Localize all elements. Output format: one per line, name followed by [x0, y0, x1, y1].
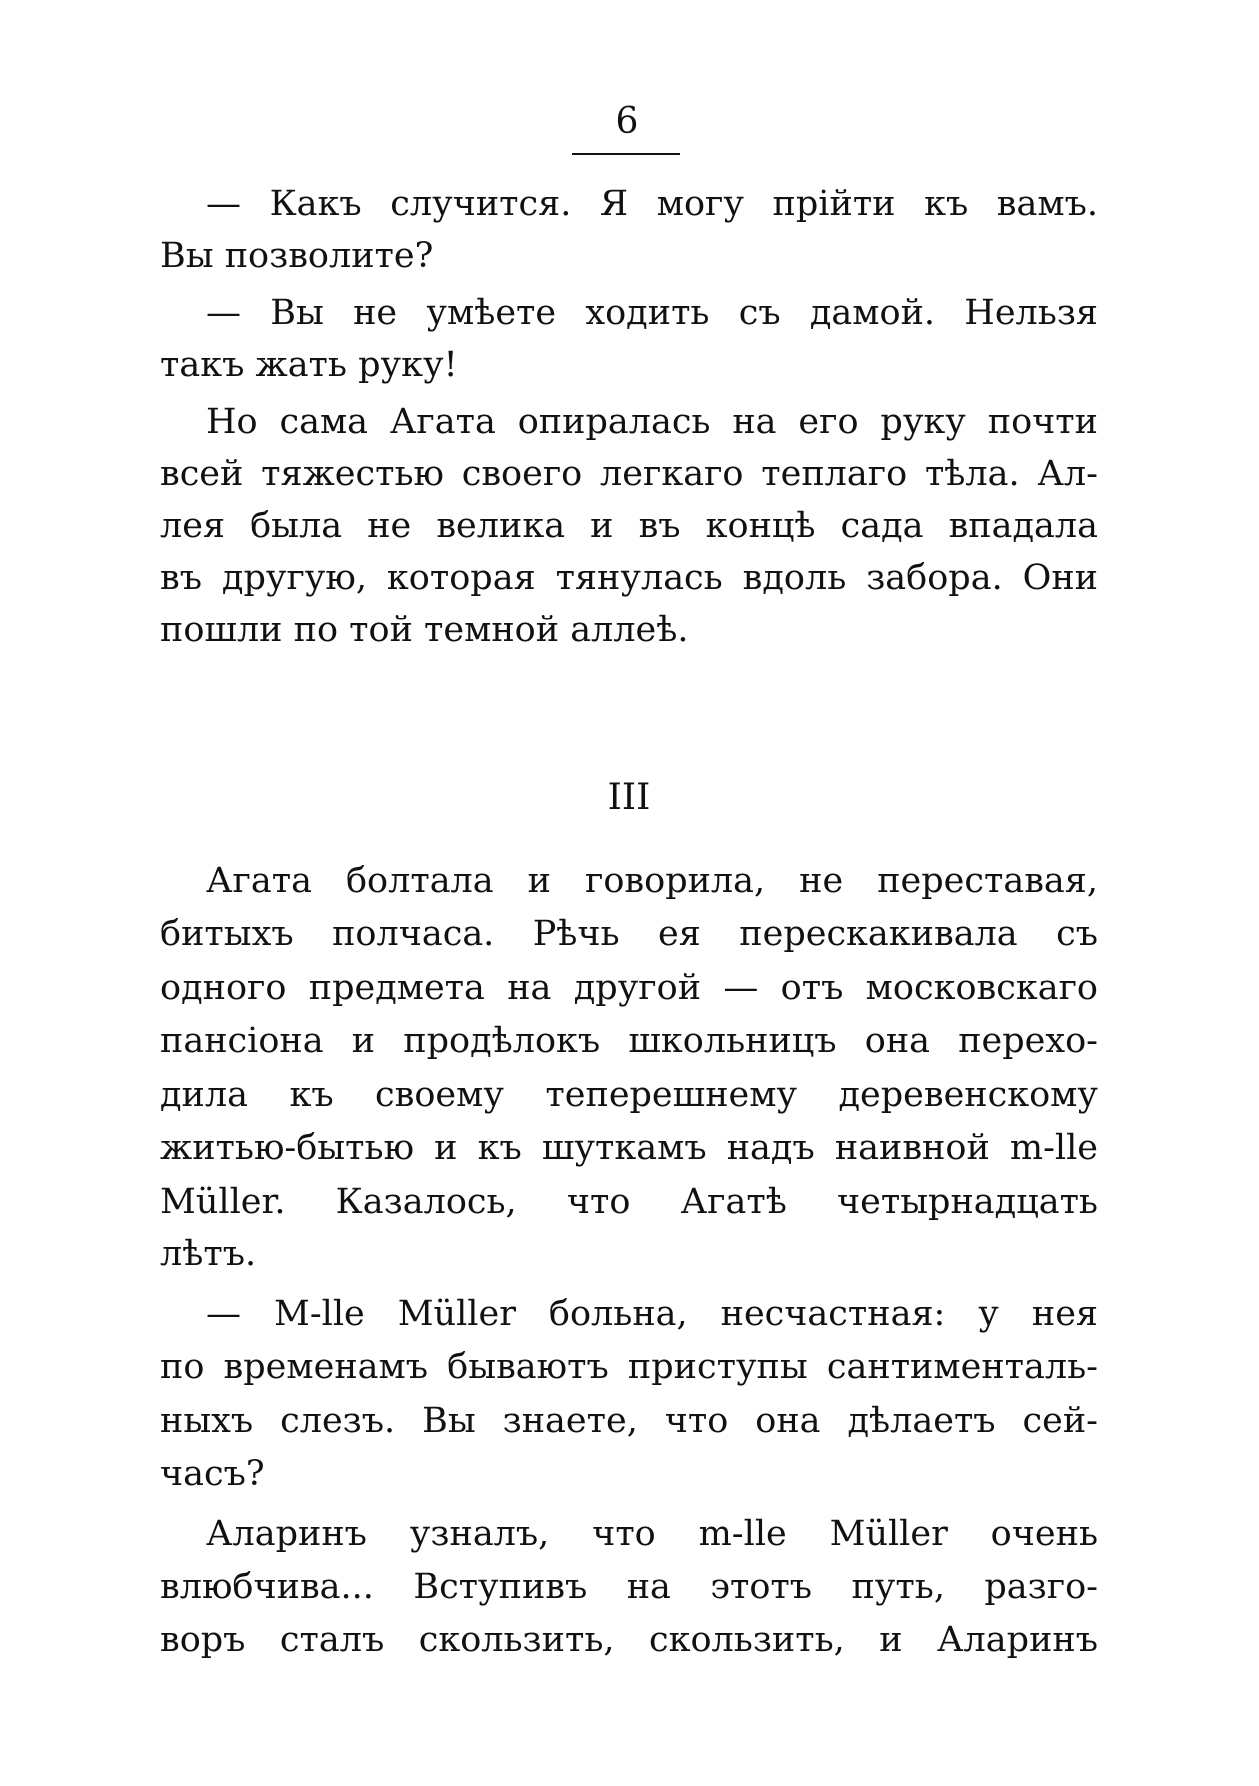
text-line: Müller. Казалось, что Агатѣ четырнадцать [160, 1182, 1098, 1222]
text-line: въ другую, которая тянулась вдоль забора. Они [160, 558, 1098, 598]
text-line: ныхъ слезъ. Вы знаете, что она дѣлаетъ сей- [160, 1401, 1098, 1441]
section-heading: III [607, 777, 651, 818]
text-line: по временамъ бываютъ приступы сантименталь- [160, 1347, 1098, 1387]
text-line: часъ? [160, 1454, 265, 1494]
text-line: всей тяжестью своего легкаго теплаго тѣла. Ал- [160, 454, 1098, 494]
text-line: влюбчива... Вступивъ на этотъ путь, разго- [160, 1567, 1098, 1607]
text-line: битыхъ полчаса. Рѣчь ея перескакивала съ [160, 914, 1098, 954]
page-number-rule [572, 153, 680, 155]
text-line: лѣтъ. [160, 1234, 257, 1274]
text-line: житью-бытью и къ шуткамъ надъ наивной m-lle [160, 1128, 1098, 1168]
text-line: — Какъ случится. Я могу прійти къ вамъ. [206, 184, 1098, 224]
text-line: Агата болтала и говорила, не переставая, [206, 861, 1098, 901]
text-line: — Вы не умѣете ходить съ дамой. Нельзя [206, 293, 1098, 333]
text-line: лея была не велика и въ концѣ сада впадала [160, 506, 1098, 546]
text-line: воръ сталъ скользить, скользить, и Аларинъ [160, 1620, 1098, 1660]
text-line: — M-lle Müller больна, несчастная: у нея [206, 1294, 1098, 1334]
text-line: Но сама Агата опиралась на его руку почти [206, 402, 1098, 442]
text-line: пансіона и продѣлокъ школьницъ она перехо- [160, 1021, 1098, 1061]
text-line: одного предмета на другой — отъ московскаго [160, 968, 1098, 1008]
text-line: такъ жать руку! [160, 345, 458, 385]
text-line: пошли по той темной аллеѣ. [160, 610, 689, 650]
page-number: 6 [615, 101, 639, 142]
text-line: Вы позволите? [160, 236, 434, 276]
text-line: Аларинъ узналъ, что m-lle Müller очень [206, 1514, 1098, 1554]
text-line: дила къ своему теперешнему деревенскому [160, 1075, 1098, 1115]
